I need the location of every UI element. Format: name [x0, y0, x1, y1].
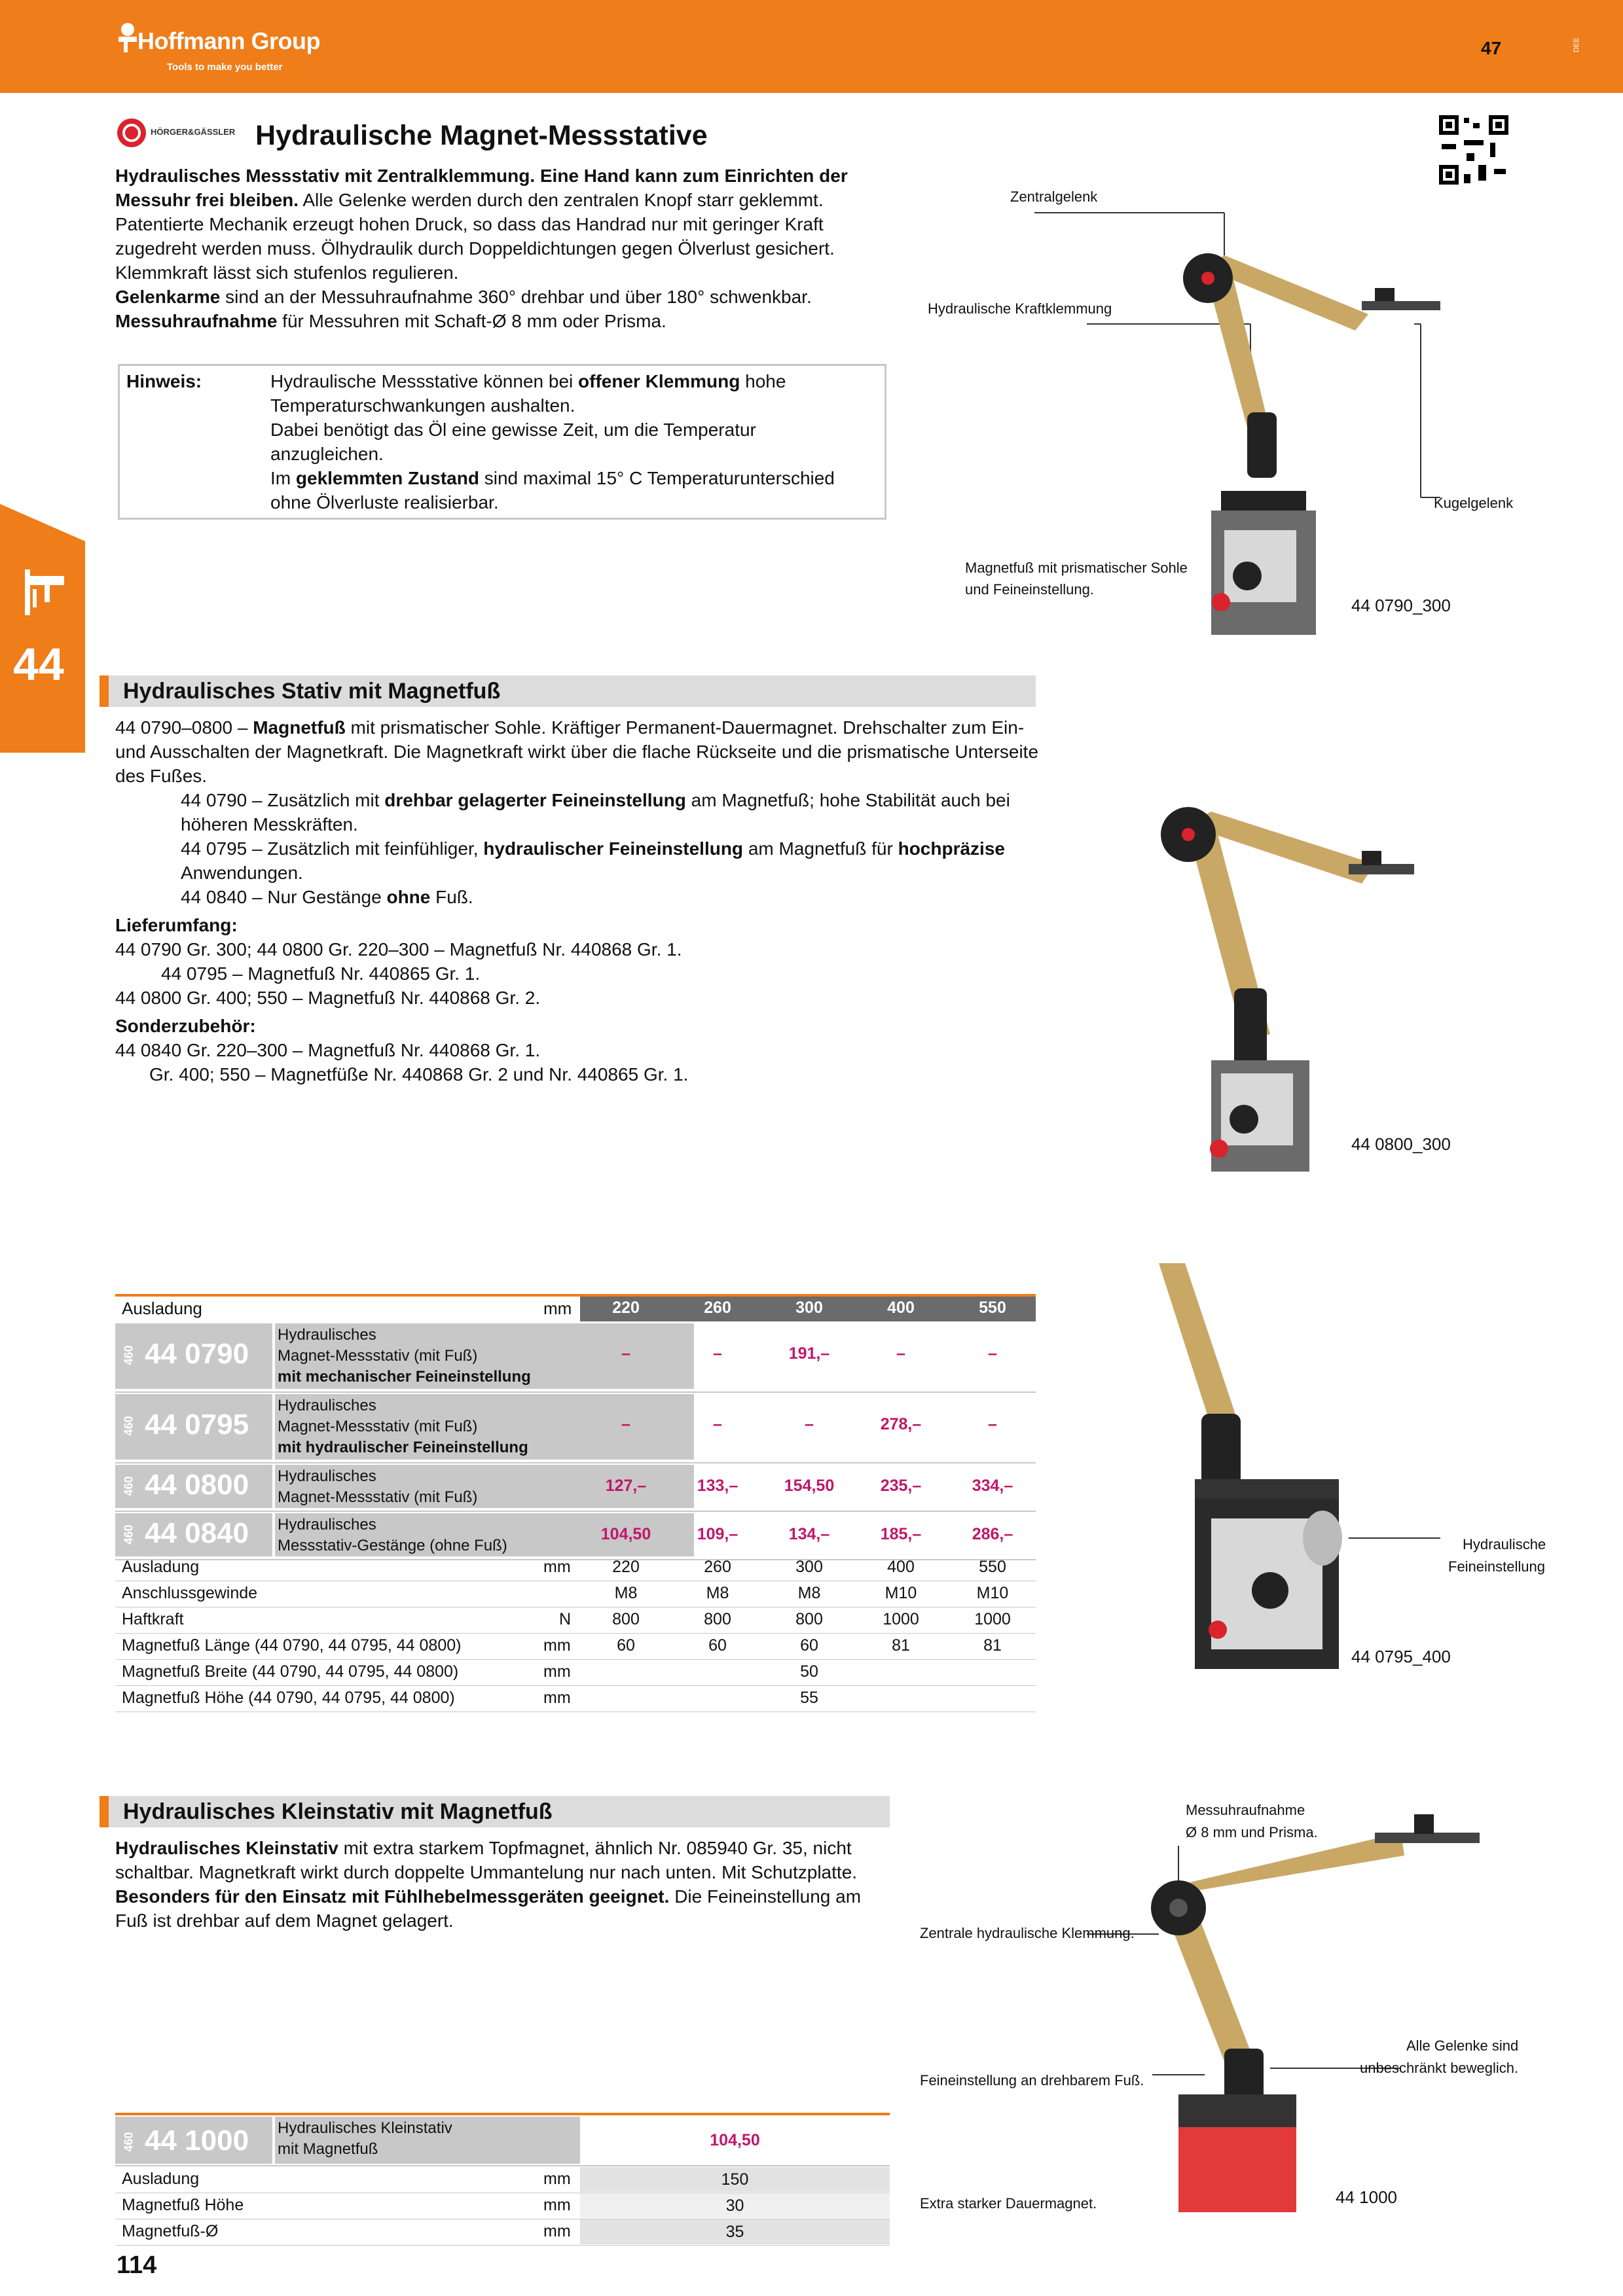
- price-cell: –: [713, 1344, 722, 1363]
- spec-label: Anschlussgewinde: [122, 1584, 258, 1602]
- brand-tagline: Tools to make you better: [167, 62, 283, 73]
- spec-row: [115, 1634, 1036, 1660]
- label-kugelgelenk: Kugelgelenk: [1434, 495, 1514, 511]
- spec-row: [115, 1581, 1036, 1607]
- label-kraftklemmung: Hydraulische Kraftklemmung: [928, 300, 1112, 317]
- chapter-number: 44: [13, 639, 64, 690]
- article-prefix: 460: [122, 1476, 136, 1496]
- section-title-kleinstativ: Hydraulisches Kleinstativ mit Magnetfuß: [100, 1796, 890, 1827]
- spec-row: [115, 1607, 1036, 1634]
- size-cell: 300: [795, 1299, 823, 1317]
- table-row: [115, 1393, 1036, 1463]
- table2-top-rule: [115, 2113, 890, 2115]
- label-hydr-feineinstellung-2: Feineinstellung: [1448, 1558, 1545, 1575]
- spec-cell: 35: [580, 2219, 890, 2244]
- spec-cell: 81: [892, 1636, 910, 1655]
- page-title: Hydraulische Magnet-Messstative: [255, 120, 708, 151]
- hint-label: Hinweis:: [126, 371, 202, 391]
- label-gelenke-2: unbeschränkt beweglich.: [1360, 2060, 1519, 2076]
- item-no: 44 0840 –: [181, 887, 263, 907]
- spec-values: [580, 1662, 1038, 1681]
- spec-cell: [672, 1689, 763, 1708]
- price-cell: 109,–: [697, 1525, 739, 1543]
- spec-cell: M10: [976, 1584, 1009, 1602]
- stand-image-2: [1113, 772, 1440, 1178]
- item-bold: ohne: [386, 887, 431, 907]
- table2-divider: [115, 2165, 890, 2166]
- price-cell: 127,–: [605, 1477, 647, 1495]
- table2-specs: [115, 2167, 890, 2246]
- spec-cell: 81: [983, 1636, 1002, 1655]
- spec-cell: 550: [979, 1558, 1006, 1576]
- hint-text: [270, 369, 873, 514]
- price-cell: –: [896, 1344, 905, 1363]
- price-cell: 286,–: [972, 1525, 1013, 1543]
- spec-cell: 800: [795, 1610, 823, 1628]
- desc-line: Magnet-Messstativ (mit Fuß): [278, 1418, 478, 1435]
- desc-line: Hydraulisches: [278, 1516, 376, 1534]
- spec-cell: [947, 1662, 1038, 1681]
- spec-cell: M8: [797, 1584, 821, 1602]
- spec-values: [580, 1558, 1038, 1577]
- label-gelenke-1: Alle Gelenke sind: [1406, 2037, 1519, 2054]
- label-feineinstellung-fuss: Feineinstellung an drehbarem Fuß.: [920, 2072, 1144, 2089]
- price-cell: –: [621, 1344, 630, 1363]
- article-number: 44 0795: [145, 1408, 249, 1441]
- desc-line: Magnet-Messstativ (mit Fuß): [278, 1347, 478, 1365]
- price-row: [580, 1477, 1038, 1496]
- item-bold: hochpräzise: [898, 838, 1005, 859]
- table1-size-row: [580, 1299, 1038, 1318]
- spec-cell: 800: [612, 1610, 640, 1628]
- table-row: [115, 1512, 1036, 1560]
- price-cell: 278,–: [880, 1415, 922, 1433]
- spec-cell: 150: [580, 2167, 890, 2192]
- sonder-line: Gr. 400; 550 – Magnetfüße Nr. 440868 Gr. 2 und Nr. 440865 Gr. 1.: [149, 1064, 689, 1085]
- spec-label: Ausladung: [122, 1558, 200, 1576]
- sonder-title: Sonderzubehör:: [115, 1016, 256, 1036]
- article-number: 44 0800: [145, 1469, 249, 1501]
- table1-specs: [115, 1555, 1036, 1712]
- spec-cell: 220: [612, 1558, 640, 1576]
- spec-cell: M8: [706, 1584, 729, 1602]
- article-prefix: 460: [122, 1524, 136, 1545]
- price-cell: –: [988, 1344, 997, 1363]
- page-number-bottom: 114: [117, 2251, 157, 2279]
- item-text: Nur Gestänge: [267, 887, 387, 907]
- size-cell: 550: [979, 1299, 1006, 1317]
- chapter-tab: [0, 504, 85, 753]
- spec-unit: mm: [543, 2222, 571, 2240]
- label-zentrale-klemmung: Zentrale hydraulische Klemmung.: [920, 1925, 1135, 1941]
- spec-values: [580, 1636, 1038, 1655]
- desc-line: Hydraulisches: [278, 1467, 376, 1485]
- section-title-stativ: Hydraulisches Stativ mit Magnetfuß: [100, 675, 1036, 707]
- liefer-line: 44 0800 Gr. 400; 550 – Magnetfuß Nr. 440868 Gr. 2.: [115, 988, 541, 1008]
- spec-label: Magnetfuß Höhe (44 0790, 44 0795, 44 0800): [122, 1689, 455, 1707]
- section1-text: [115, 715, 1045, 1086]
- item-no: 44 0790–0800 –: [115, 717, 248, 738]
- stand-image-3: [1146, 1263, 1473, 1689]
- s2-lead: Hydraulisches Kleinstativ: [115, 1838, 338, 1858]
- price-cell: –: [805, 1415, 814, 1433]
- brand-logo-text: HÖRGER&GÄSSLER: [151, 127, 236, 137]
- hint-l1b: offener Klemmung: [578, 371, 740, 391]
- intro-gelenk-text: sind an der Messuhraufnahme 360° drehbar und über 180° schwenkbar.: [220, 287, 812, 307]
- spec-cell: [580, 1689, 672, 1708]
- table1-header-label: Ausladung: [122, 1299, 202, 1318]
- desc-line: Hydraulisches Kleinstativ: [278, 2119, 452, 2137]
- price-cell: 104,50: [600, 1525, 651, 1543]
- hint-l3a: Im: [270, 468, 296, 488]
- spec-unit: mm: [543, 1636, 571, 1655]
- s2-end: Die Feineinstellung am Fuß ist drehbar auf dem Magnet gelagert.: [115, 1886, 862, 1931]
- spec-label: Magnetfuß Breite (44 0790, 44 0795, 44 0800): [122, 1662, 459, 1681]
- spec-unit: N: [559, 1610, 572, 1628]
- label-messuhraufnahme-1: Messuhraufnahme: [1186, 1802, 1305, 1818]
- intro-body: Alle Gelenke werden durch den zentralen Knopf starr geklemmt. Patentierte Mechanik erzeugt hohen Druck, so dass das Handrad nur mit geringer Kraft zugedreht werden muss. Ölhydraulik durch Doppeldichtungen gegen Ölverlust gesichert. Klemmkraft lässt sich stufenlos regulieren.: [115, 190, 835, 283]
- spec-cell: [855, 1662, 947, 1681]
- item-text: mit prismatischer Sohle. Kräftiger Permanent-Dauermagnet. Drehschalter zum Ein- und Ausschalten der Magnetkraft. Die Magnetkraft wirkt über die flache Rückseite und die prismatische Unterseite des Fußes.: [115, 717, 1039, 786]
- article-prefix: 460: [122, 1345, 136, 1365]
- item-no: 44 0795 –: [181, 838, 263, 859]
- spec-row: [115, 2219, 890, 2246]
- item-text: Anwendungen.: [181, 863, 303, 883]
- table1-header-unit: mm: [543, 1299, 572, 1318]
- desc-line: mit Magnetfuß: [278, 2140, 378, 2158]
- intro-lead: Hydraulisches Messstativ mit Zentralklemmung. Eine Hand kann zum Einrichten der Messuhr frei bleiben.: [115, 166, 848, 210]
- desc-line: mit hydraulischer Feineinstellung: [278, 1439, 528, 1456]
- desc-line: Hydraulisches: [278, 1326, 376, 1344]
- sonder-line: 44 0840 Gr. 220–300 – Magnetfuß Nr. 440868 Gr. 1.: [115, 1040, 541, 1060]
- spec-cell: 1000: [974, 1610, 1011, 1628]
- table-row: [115, 1463, 1036, 1512]
- price-cell: 334,–: [972, 1477, 1013, 1495]
- size-cell: 260: [704, 1299, 731, 1317]
- price-cell: –: [988, 1415, 997, 1433]
- spec-cell: 60: [708, 1636, 727, 1655]
- item-bold: drehbar gelagerter Feineinstellung: [384, 790, 686, 810]
- hoffmann-logo-icon: [115, 20, 141, 52]
- spec-unit: mm: [543, 1558, 571, 1576]
- intro-end: für Messuhren mit Schaft-Ø 8 mm oder Prisma.: [277, 311, 666, 331]
- item-text: Zusätzlich mit: [267, 790, 385, 810]
- price-cell: 235,–: [880, 1477, 922, 1495]
- spec-cell: 300: [795, 1558, 823, 1576]
- spec-unit: mm: [543, 2196, 571, 2214]
- caption-img3: 44 0795_400: [1351, 1647, 1451, 1666]
- intro-gelenkarme: Gelenkarme: [115, 287, 221, 307]
- s2-body: mit extra starkem Topfmagnet, ähnlich Nr. 085940 Gr. 35, nicht schaltbar. Magnetkraft wirkt durch doppelte Ummantelung nur nach unten. Mit Schutzplatte.: [115, 1838, 858, 1882]
- hint-l1c: hohe Temperaturschwankungen aushalten.: [270, 371, 786, 416]
- price-cell: –: [713, 1415, 722, 1433]
- price-cell: –: [621, 1415, 630, 1433]
- label-magnetfuss-2: und Feineinstellung.: [965, 581, 1094, 598]
- caption-img4: 44 1000: [1336, 2187, 1397, 2207]
- price-cell: 185,–: [880, 1525, 922, 1543]
- spec-cell: 1000: [883, 1610, 919, 1628]
- spec-cell: M10: [884, 1584, 917, 1602]
- spec-cell: 60: [800, 1636, 818, 1655]
- spec-cell: 50: [800, 1662, 818, 1681]
- item-text: am Magnetfuß; hohe Stabilität auch bei höheren Messkräften.: [181, 790, 1010, 834]
- spec-cell: 30: [580, 2193, 890, 2218]
- caliper-icon: [18, 563, 71, 622]
- price-row: [580, 1344, 1038, 1363]
- spec-row: [115, 2167, 890, 2193]
- price-row: [580, 1415, 1038, 1434]
- spec-values: [580, 1689, 1038, 1708]
- spec-row: [115, 1555, 1036, 1581]
- article-prefix: 460: [122, 1416, 136, 1436]
- spec-row: [115, 1686, 1036, 1712]
- spec-cell: [855, 1689, 947, 1708]
- price-cell: 104,50: [710, 2131, 760, 2149]
- article-desc: [278, 1466, 477, 1508]
- item-no: 44 0790 –: [181, 790, 263, 810]
- price-cell: 154,50: [784, 1477, 835, 1495]
- desc-line: Magnet-Messstativ (mit Fuß): [278, 1488, 478, 1506]
- spec-cell: 55: [800, 1689, 818, 1707]
- article-desc: [278, 1325, 531, 1388]
- spec-values: [580, 1610, 1038, 1629]
- spec-cell: [947, 1689, 1038, 1708]
- price-cell: 134,–: [788, 1525, 830, 1543]
- liefer-title: Lieferumfang:: [115, 915, 238, 935]
- liefer-line: 44 0795 – Magnetfuß Nr. 440865 Gr. 1.: [161, 963, 481, 984]
- price-cell: 133,–: [697, 1477, 739, 1495]
- hoerger-gaessler-logo-icon: [115, 117, 148, 149]
- spec-label: Haftkraft: [122, 1610, 184, 1628]
- item-text: Fuß.: [430, 887, 473, 907]
- spec-label: Magnetfuß Länge (44 0790, 44 0795, 44 0800): [122, 1636, 462, 1655]
- liefer-line: 44 0790 Gr. 300; 44 0800 Gr. 220–300 – Magnetfuß Nr. 440868 Gr. 1.: [115, 939, 682, 960]
- item-0840: [181, 885, 1045, 909]
- article-desc: [278, 2118, 452, 2160]
- spec-values: [580, 1584, 1038, 1603]
- language-code: DEE: [1573, 37, 1580, 52]
- caption-img1: 44 0790_300: [1351, 596, 1451, 615]
- article-number: 44 1000: [145, 2125, 249, 2157]
- page-number-top: 47: [1481, 38, 1502, 58]
- size-cell: 400: [887, 1299, 915, 1317]
- item-0790: [181, 788, 1045, 836]
- spec-cell: 800: [704, 1610, 731, 1628]
- spec-label: Ausladung: [122, 2170, 200, 2188]
- hint-l3c: sind maximal 15° C Temperaturunterschied ohne Ölverluste realisierbar.: [270, 468, 835, 512]
- spec-cell: 260: [704, 1558, 731, 1576]
- desc-line: Messstativ-Gestänge (ohne Fuß): [278, 1537, 507, 1554]
- item-text: Zusätzlich mit feinfühliger,: [267, 838, 484, 859]
- spec-unit: mm: [543, 1689, 571, 1707]
- desc-line: Hydraulisches: [278, 1397, 376, 1414]
- label-zentralgelenk: Zentralgelenk: [1010, 188, 1098, 205]
- intro-messuhraufnahme: Messuhraufnahme: [115, 311, 278, 331]
- article-prefix: 460: [122, 2132, 136, 2152]
- spec-cell: 400: [887, 1558, 915, 1576]
- intro-text: [115, 164, 888, 333]
- spec-unit: mm: [543, 2170, 571, 2188]
- article-desc: [278, 1395, 528, 1458]
- size-cell: 220: [612, 1299, 640, 1317]
- item-bold: hydraulischer Feineinstellung: [483, 838, 744, 859]
- article-number: 44 0790: [145, 1338, 249, 1370]
- hint-l3b: geklemmten Zustand: [295, 468, 479, 488]
- spec-unit: mm: [543, 1662, 571, 1681]
- qr-code-icon[interactable]: [1438, 114, 1510, 186]
- desc-line: mit mechanischer Feineinstellung: [278, 1368, 531, 1386]
- table1-articles: [115, 1322, 1036, 1560]
- label-magnetfuss-1: Magnetfuß mit prismatischer Sohle: [965, 560, 1188, 576]
- item-text: am Magnetfuß für: [743, 838, 898, 859]
- brand-name: Hoffmann Group: [137, 27, 320, 54]
- label-dauermagnet: Extra starker Dauermagnet.: [920, 2195, 1097, 2212]
- spec-label: Magnetfuß Höhe: [122, 2196, 244, 2214]
- hint-l2: Dabei benötigt das Öl eine gewisse Zeit, um die Temperatur anzugleichen.: [270, 420, 756, 464]
- stand-image-4: [917, 1793, 1506, 2225]
- spec-cell: [672, 1662, 763, 1681]
- item-0790-0800: [115, 715, 1045, 788]
- section2-text: [115, 1836, 888, 1933]
- spec-cell: M8: [614, 1584, 638, 1602]
- price-cell: 191,–: [788, 1344, 830, 1363]
- item-0795: [181, 836, 1045, 885]
- spec-label: Magnetfuß-Ø: [122, 2222, 219, 2240]
- hint-l1a: Hydraulische Messstative können bei: [270, 371, 579, 391]
- label-hydr-feineinstellung-1: Hydraulische: [1463, 1536, 1546, 1552]
- article-number: 44 0840: [145, 1517, 249, 1549]
- spec-row: [115, 2193, 890, 2219]
- s2-bold: Besonders für den Einsatz mit Fühlhebelmessgeräten geeignet.: [115, 1886, 670, 1907]
- caption-img2: 44 0800_300: [1351, 1134, 1451, 1154]
- label-messuhraufnahme-2: Ø 8 mm und Prisma.: [1186, 1824, 1318, 1840]
- spec-cell: 60: [617, 1636, 635, 1655]
- spec-row: [115, 1660, 1036, 1686]
- article-desc: [278, 1515, 507, 1556]
- spec-cell: [580, 1662, 672, 1681]
- table-row: [115, 1322, 1036, 1393]
- item-bold: Magnetfuß: [253, 717, 346, 738]
- price-row: [580, 1525, 1038, 1544]
